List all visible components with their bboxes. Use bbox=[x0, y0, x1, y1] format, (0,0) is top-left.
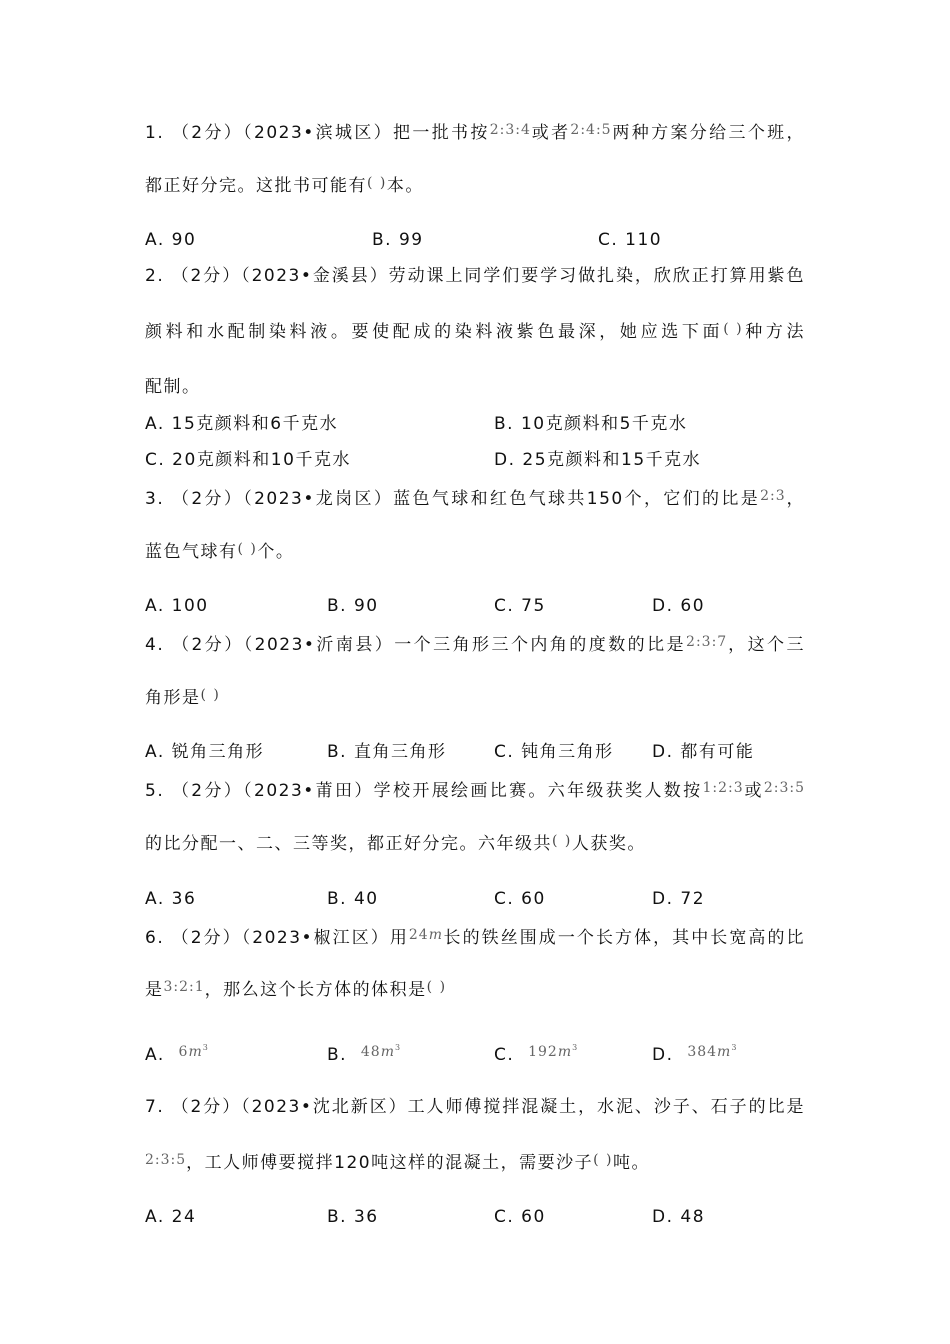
question-7-option-b: B. 36 bbox=[327, 1207, 379, 1227]
ratio-expression: 3:2:1 bbox=[163, 979, 205, 995]
volume-expression: 6m3 bbox=[178, 1043, 209, 1060]
length-expression: 24m bbox=[408, 927, 443, 943]
answer-blank: ( ) bbox=[426, 979, 447, 995]
question-3-option-d: D. 60 bbox=[652, 596, 706, 616]
question-2-line-1: 2. （2分）（2023•金溪县）劳动课上同学们要学习做扎染，欣欣正打算用紫色 bbox=[145, 266, 805, 286]
question-2-line-2: 颜料和水配制染料液。要使配成的染料液紫色最深，她应选下面( )种方法 bbox=[145, 318, 805, 343]
question-7-option-d: D. 48 bbox=[652, 1207, 706, 1227]
answer-blank: ( ) bbox=[367, 175, 387, 191]
question-3-line-2: 蓝色气球有( )个。 bbox=[145, 538, 294, 563]
answer-blank: ( ) bbox=[552, 833, 572, 849]
question-3-option-a: A. 100 bbox=[145, 596, 209, 616]
question-6-option-d: D. $^{384m^3}$ bbox=[652, 1043, 738, 1065]
question-2-line-3: 配制。 bbox=[145, 377, 201, 397]
question-4-line-1: 4. （2分）（2023•沂南县）一个三角形三个内角的度数的比是$^{2:3:7}$，这个三 bbox=[145, 634, 806, 655]
question-5-option-d: D. 72 bbox=[652, 889, 706, 909]
ratio-expression: 2:3:4 bbox=[489, 122, 531, 138]
question-7-line-1: 7. （2分）（2023•沈北新区）工人师傅搅拌混凝土，水泥、沙子、石子的比是 bbox=[145, 1097, 805, 1117]
question-3-line-1: 3. （2分）（2023•龙岗区）蓝色气球和红色气球共150个，它们的比是$^{2:3}$， bbox=[145, 488, 805, 509]
question-6-option-b: B. $^{48m^3}$ bbox=[327, 1043, 402, 1065]
answer-blank: ( ) bbox=[593, 1152, 613, 1168]
ratio-expression: 2:3:5 bbox=[145, 1152, 187, 1168]
question-2-option-c: C. 20克颜料和10千克水 bbox=[145, 450, 351, 470]
question-1-option-c: C. 110 bbox=[598, 230, 663, 250]
question-4-option-c: C. 钝角三角形 bbox=[494, 742, 614, 762]
ratio-expression: 2:3:5 bbox=[763, 780, 805, 796]
question-2-option-a: A. 15克颜料和6千克水 bbox=[145, 414, 339, 434]
question-4-option-a: A. 锐角三角形 bbox=[145, 742, 265, 762]
question-5-option-a: A. 36 bbox=[145, 889, 197, 909]
ratio-expression: 2:3:7 bbox=[686, 634, 728, 650]
answer-blank: ( ) bbox=[723, 321, 744, 337]
question-5-line-1: 5. （2分）（2023•莆田）学校开展绘画比赛。六年级获奖人数按$^{1:2:3}$或$^{2:3:5}$ bbox=[145, 780, 805, 801]
answer-blank: ( ) bbox=[237, 541, 258, 557]
question-1-line-1: 1. （2分）（2023•滨城区）把一批书按$^{2:3:4}$或者$^{2:4:5}$两种方案分给三个班， bbox=[145, 122, 806, 143]
answer-blank: ( ) bbox=[200, 687, 221, 703]
question-6-line-1: 6. （2分）（2023•椒江区）用$^{24m}$长的铁丝围成一个长方体，其中长宽高的比 bbox=[145, 927, 805, 948]
question-6-option-c: C. $^{192m^3}$ bbox=[494, 1043, 579, 1065]
question-7-line-2: $^{2:3:5}$，工人师傅要搅拌120吨这样的混凝土，需要沙子( )吨。 bbox=[145, 1149, 650, 1174]
question-5-option-b: B. 40 bbox=[327, 889, 379, 909]
question-6-option-a: A. $^{6m^3}$ bbox=[145, 1043, 209, 1065]
question-6-line-2: 是$^{3:2:1}$，那么这个长方体的体积是( ) bbox=[145, 976, 447, 1001]
ratio-expression: 2:3 bbox=[760, 488, 786, 504]
question-4-option-d: D. 都有可能 bbox=[652, 742, 755, 762]
question-7-option-a: A. 24 bbox=[145, 1207, 197, 1227]
volume-expression: 384m3 bbox=[687, 1043, 738, 1060]
question-5-line-2: 的比分配一、二、三等奖，都正好分完。六年级共( )人获奖。 bbox=[145, 830, 646, 855]
ratio-expression: 1:2:3 bbox=[702, 780, 744, 796]
question-7-option-c: C. 60 bbox=[494, 1207, 546, 1227]
question-5-option-c: C. 60 bbox=[494, 889, 546, 909]
question-3-option-b: B. 90 bbox=[327, 596, 379, 616]
volume-expression: 48m3 bbox=[360, 1043, 402, 1060]
question-1-option-a: A. 90 bbox=[145, 230, 197, 250]
question-2-option-b: B. 10克颜料和5千克水 bbox=[494, 414, 688, 434]
question-3-option-c: C. 75 bbox=[494, 596, 546, 616]
question-1-line-2: 都正好分完。这批书可能有( )本。 bbox=[145, 172, 424, 197]
question-4-line-2: 角形是( ) bbox=[145, 684, 220, 709]
volume-expression: 192m3 bbox=[528, 1043, 579, 1060]
question-2-option-d: D. 25克颜料和15千克水 bbox=[494, 450, 702, 470]
question-1-option-b: B. 99 bbox=[372, 230, 424, 250]
question-4-option-b: B. 直角三角形 bbox=[327, 742, 447, 762]
ratio-expression: 2:4:5 bbox=[570, 122, 612, 138]
